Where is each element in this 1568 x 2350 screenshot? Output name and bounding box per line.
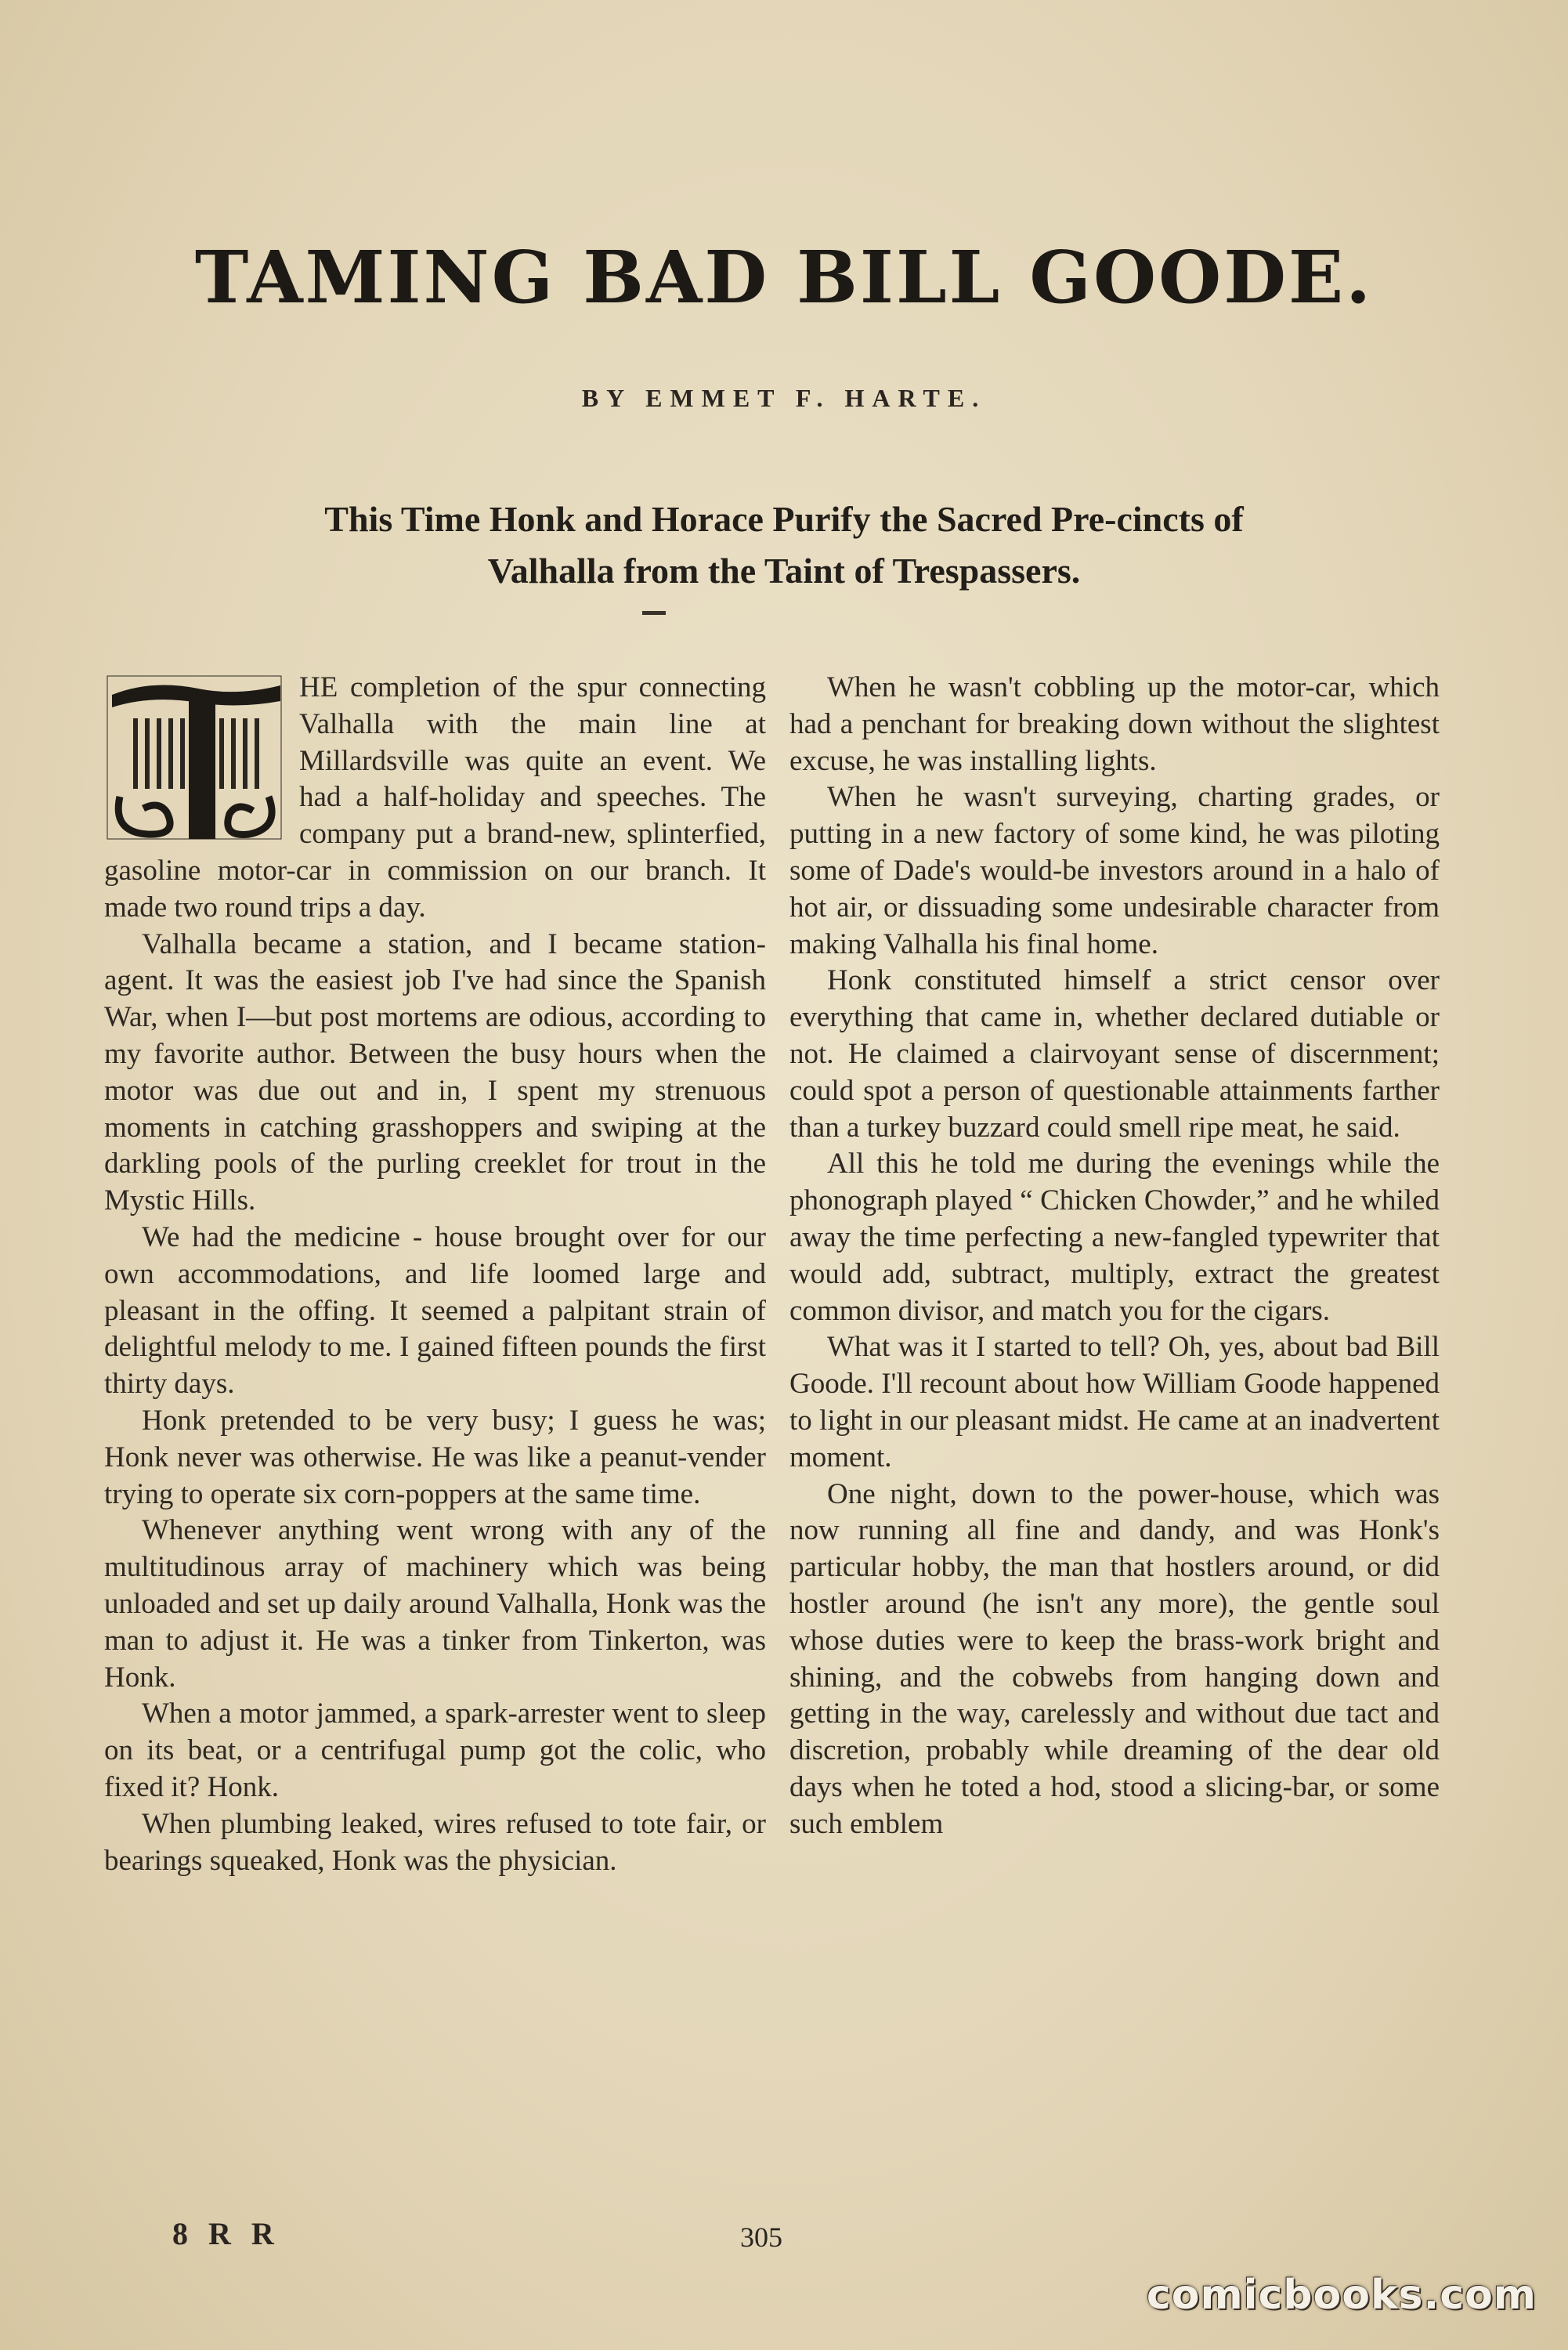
article-subtitle: This Time Honk and Horace Purify the Sacred Pre-cincts of Valhalla from the Taint of Trespassers. bbox=[324, 499, 1244, 591]
paragraph: All this he told me during the evenings while the phonograph played “ Chicken Chowder,” and he whiled away the time perfecting a new-fangled typewriter that would add, subtract, multiply, extract the greatest common divisor, and match you for the cigars. bbox=[789, 1148, 1440, 1327]
paragraph: Honk constituted himself a strict censor over everything that came in, whether declared dutiable or not. He claimed a clairvoyant sense of discernment; could spot a person of questionable attainments farther than a turkey buzzard could smell ripe meat, he said. bbox=[789, 964, 1440, 1144]
paragraph: When he wasn't cobbling up the motor-car, which had a penchant for breaking down without the slightest excuse, he was installing lights. bbox=[789, 671, 1440, 777]
paragraph: What was it I started to tell? Oh, yes, about bad Bill Goode. I'll recount about how William Goode happened to light in our pleasant midst. He came at an inadvertent moment. bbox=[789, 1331, 1440, 1473]
signature-mark: 8 R R bbox=[172, 2216, 280, 2251]
page-number: 305 bbox=[740, 2222, 782, 2253]
article-title: TAMING BAD BILL GOODE. bbox=[194, 235, 1374, 320]
right-text-column bbox=[789, 670, 1440, 1843]
paragraph: Honk pretended to be very busy; I guess he was; Honk never was otherwise. He was like a peanut-vender trying to operate six corn-poppers at the same time. bbox=[104, 1404, 766, 1510]
ornamental-t-icon bbox=[104, 671, 288, 844]
divider-ornament bbox=[642, 611, 666, 615]
drop-cap-letter bbox=[104, 671, 288, 844]
paragraph: When he wasn't surveying, charting grades, or putting in a new factory of some kind, he was piloting some of Dade's would-be investors around in a halo of hot air, or dissuading some undesirable character from making Valhalla his final home. bbox=[789, 781, 1440, 960]
paragraph: Valhalla became a station, and I became station-agent. It was the easiest job I've had since the Spanish War, when I—but post mortems are odious, according to my favorite author. Between the busy hours when the motor was due out and in, I spent my strenuous moments in catching grasshoppers and swiping at the darkling pools of the purling creeklet for trout in the Mystic Hills. bbox=[104, 927, 766, 1217]
left-text-column bbox=[104, 670, 766, 1879]
paragraph: When a motor jammed, a spark-arrester went to sleep on its beat, or a centrifugal pump got the colic, who fixed it? Honk. bbox=[104, 1697, 766, 1803]
paragraph: When plumbing leaked, wires refused to tote fair, or bearings squeaked, Honk was the physician. bbox=[104, 1807, 766, 1877]
paragraph: HE completion of the spur connecting Valhalla with the main line at Millardsville was quite an event. We had a half-holiday and speeches. The company put a brand-new, splinterfied, gasoline motor-car in commission on our branch. It made two round trips a day. bbox=[104, 671, 766, 924]
paragraph: Whenever anything went wrong with any of the multitudinous array of machinery which was being unloaded and set up daily around Valhalla, Honk was the man to adjust it. He was a tinker from Tinkerton, was Honk. bbox=[104, 1514, 766, 1694]
author-byline: BY EMMET F. HARTE. bbox=[581, 384, 987, 412]
site-watermark: comicbooks.com bbox=[1146, 2272, 1537, 2319]
paragraph: One night, down to the power-house, which was now running all fine and dandy, and was Honk's particular hobby, the man that hostlers around, or did hostler around (he isn't any more), the gentle soul whose duties were to keep the brass-work bright and shining, and the cobwebs from hanging down and getting in the way, carelessly and without due tact and discretion, probably while dreaming of the dear old days when he toted a hod, stood a slicing-bar, or some such emblem bbox=[789, 1477, 1440, 1840]
paragraph: We had the medicine - house brought over for our own accommodations, and life loomed large and pleasant in the offing. It seemed a palpitant strain of delightful melody to me. I gained fifteen pounds the first thirty days. bbox=[104, 1220, 766, 1401]
